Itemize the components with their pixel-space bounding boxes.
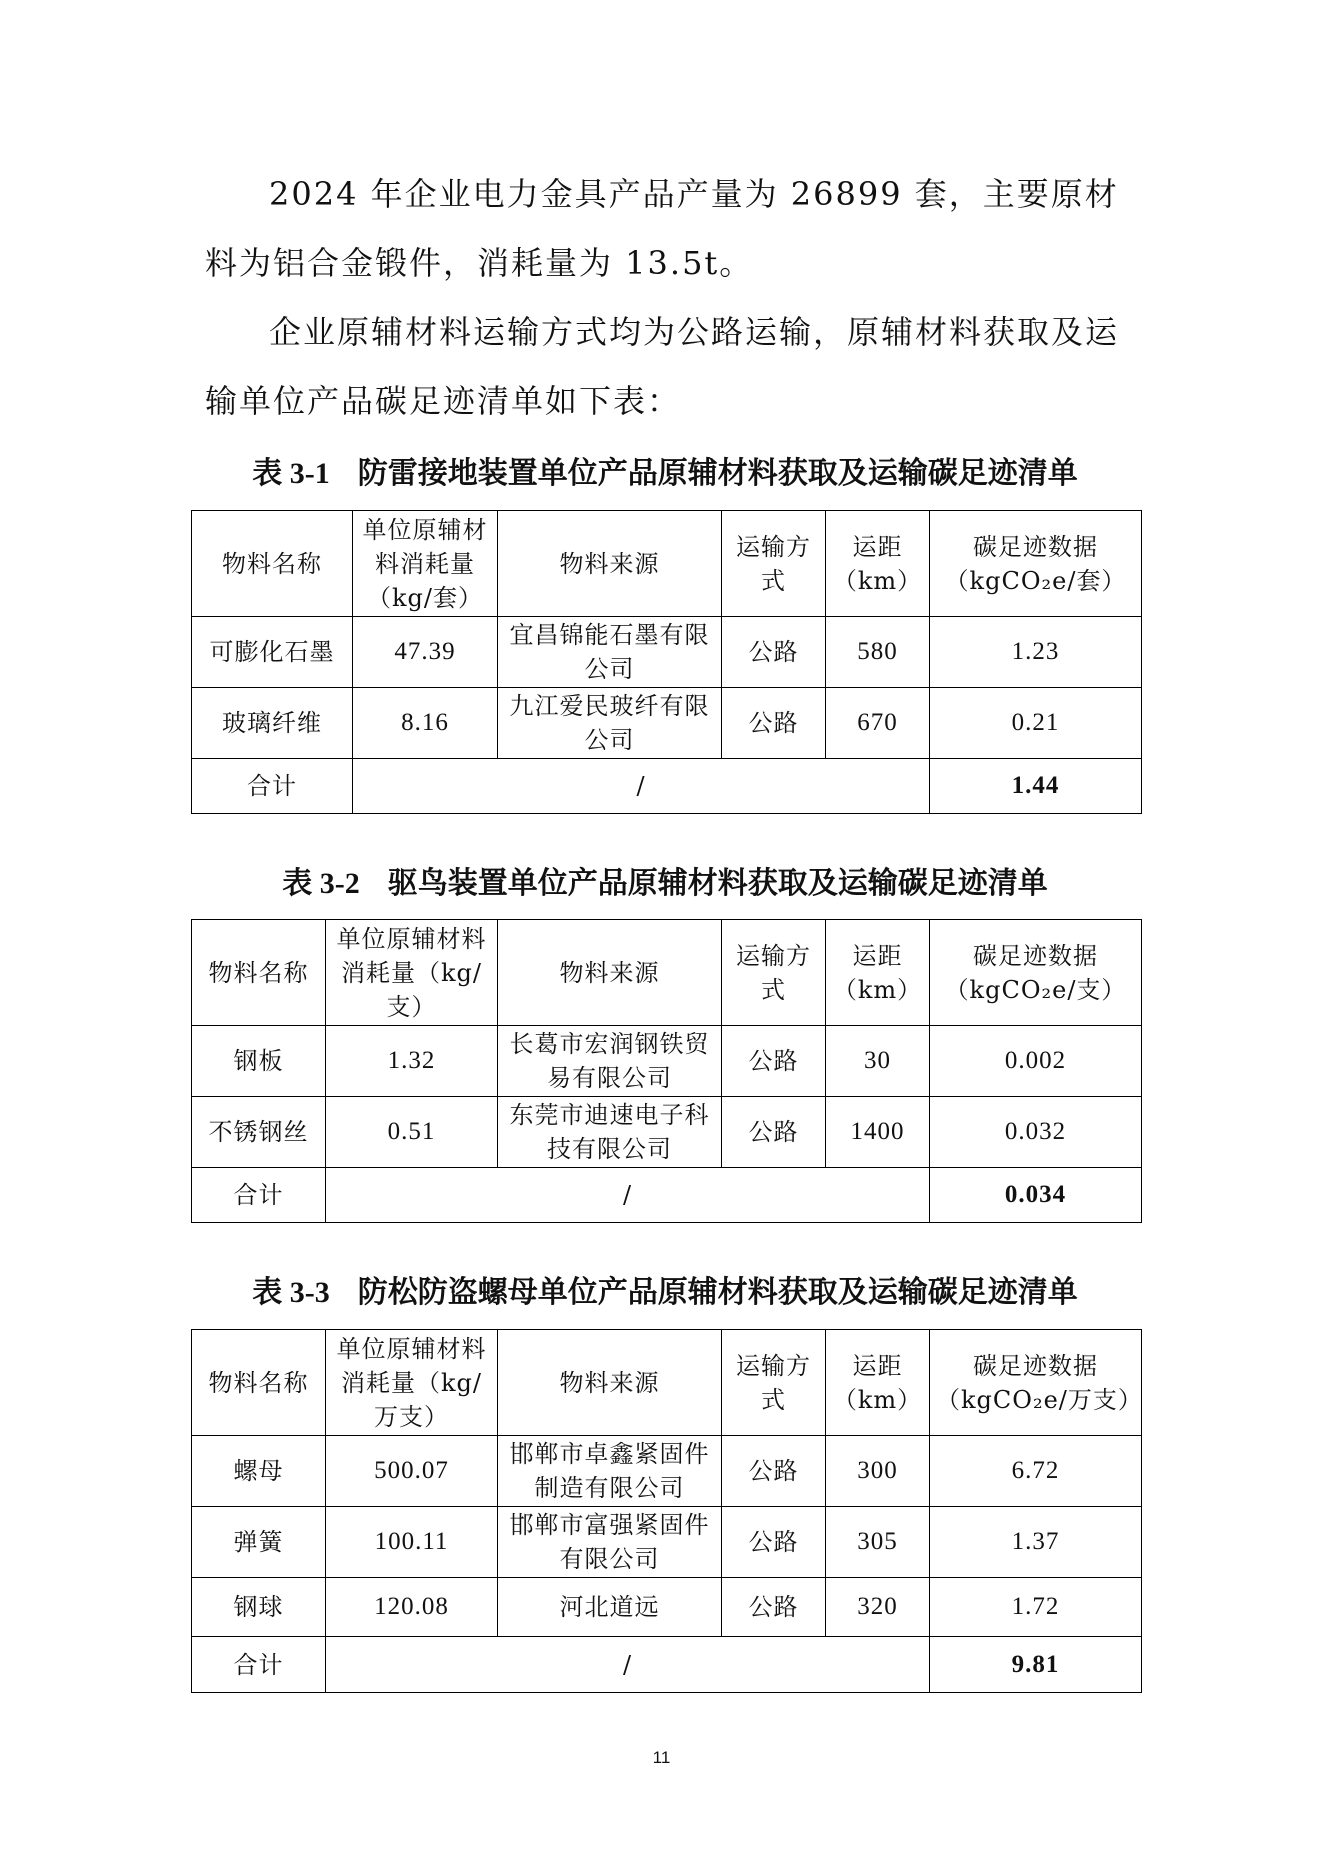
table-row	[192, 1578, 1142, 1637]
header-cell: 单位原辅材料消耗量（kg/万支）	[326, 1330, 498, 1436]
header-cell: 运输方式	[722, 511, 826, 617]
table-caption: 表 3-2 驱鸟装置单位产品原辅材料获取及运输碳足迹清单	[282, 866, 1048, 901]
table-row	[192, 1436, 1142, 1507]
header-cell: 物料名称	[192, 1330, 326, 1436]
table-row	[192, 1026, 1142, 1097]
intro-paragraph-2: 企业原辅材料运输方式均为公路运输，原辅材料获取及运输单位产品碳足迹清单如下表：	[205, 313, 1120, 420]
footprint: 1.37	[930, 1507, 1142, 1578]
transport: 公路	[722, 1026, 826, 1097]
table-header-row	[192, 511, 1142, 617]
header-cell: 运输方式	[722, 920, 826, 1026]
header-cell: 运距（km）	[826, 511, 930, 617]
source: 九江爱民玻纤有限公司	[498, 688, 722, 759]
distance: 670	[826, 688, 930, 759]
material-name: 弹簧	[192, 1507, 326, 1578]
header-cell: 单位原辅材料消耗量（kg/支）	[326, 920, 498, 1026]
material-name: 钢球	[192, 1578, 326, 1637]
intro-paragraph-1: 2024 年企业电力金具产品产量为 26899 套，主要原材料为铝合金锻件，消耗量为 13.5t。	[205, 175, 1119, 282]
distance: 320	[826, 1578, 930, 1637]
header-cell: 物料名称	[192, 511, 353, 617]
table-row	[192, 688, 1142, 759]
header-cell: 运输方式	[722, 1330, 826, 1436]
transport: 公路	[722, 1436, 826, 1507]
transport: 公路	[722, 1097, 826, 1168]
source: 河北道远	[498, 1578, 722, 1637]
header-cell: 碳足迹数据（kgCO₂e/万支）	[930, 1330, 1142, 1436]
table-header-row	[192, 920, 1142, 1026]
header-cell: 物料来源	[498, 511, 722, 617]
consumption: 1.32	[326, 1026, 498, 1097]
transport: 公路	[722, 617, 826, 688]
transport: 公路	[722, 688, 826, 759]
total-row	[192, 759, 1142, 814]
material-name: 螺母	[192, 1436, 326, 1507]
table-caption: 表 3-3 防松防盗螺母单位产品原辅材料获取及运输碳足迹清单	[252, 1275, 1078, 1310]
total-slash: /	[353, 759, 930, 814]
table-row	[192, 617, 1142, 688]
material-name: 钢板	[192, 1026, 326, 1097]
consumption: 100.11	[326, 1507, 498, 1578]
distance: 30	[826, 1026, 930, 1097]
total-slash: /	[326, 1637, 930, 1693]
total-label: 合计	[192, 1637, 326, 1693]
total-label: 合计	[192, 1168, 326, 1223]
source: 东莞市迪速电子科技有限公司	[498, 1097, 722, 1168]
footprint: 0.21	[930, 688, 1142, 759]
source: 长葛市宏润钢铁贸易有限公司	[498, 1026, 722, 1097]
transport: 公路	[722, 1578, 826, 1637]
distance: 300	[826, 1436, 930, 1507]
consumption: 0.51	[326, 1097, 498, 1168]
consumption: 120.08	[326, 1578, 498, 1637]
distance: 305	[826, 1507, 930, 1578]
header-cell: 碳足迹数据（kgCO₂e/套）	[930, 511, 1142, 617]
material-name: 玻璃纤维	[192, 688, 353, 759]
header-cell: 物料来源	[498, 920, 722, 1026]
table-caption: 表 3-1 防雷接地装置单位产品原辅材料获取及运输碳足迹清单	[252, 456, 1078, 491]
carbon-footprint-table	[191, 510, 1142, 814]
carbon-footprint-table	[191, 919, 1142, 1223]
source: 邯郸市富强紧固件有限公司	[498, 1507, 722, 1578]
total-value: 1.44	[930, 759, 1142, 814]
header-cell: 运距（km）	[826, 1330, 930, 1436]
header-cell: 碳足迹数据（kgCO₂e/支）	[930, 920, 1142, 1026]
header-cell: 单位原辅材料消耗量（kg/套）	[353, 511, 498, 617]
total-row	[192, 1637, 1142, 1693]
total-row	[192, 1168, 1142, 1223]
footprint: 0.002	[930, 1026, 1142, 1097]
header-cell: 物料来源	[498, 1330, 722, 1436]
consumption: 500.07	[326, 1436, 498, 1507]
consumption: 47.39	[353, 617, 498, 688]
page-number: 11	[652, 1748, 671, 1767]
total-value: 0.034	[930, 1168, 1142, 1223]
header-cell: 运距（km）	[826, 920, 930, 1026]
distance: 580	[826, 617, 930, 688]
header-cell: 物料名称	[192, 920, 326, 1026]
table-header-row	[192, 1330, 1142, 1436]
footprint: 6.72	[930, 1436, 1142, 1507]
distance: 1400	[826, 1097, 930, 1168]
material-name: 可膨化石墨	[192, 617, 353, 688]
consumption: 8.16	[353, 688, 498, 759]
footprint: 1.72	[930, 1578, 1142, 1637]
transport: 公路	[722, 1507, 826, 1578]
total-slash: /	[326, 1168, 930, 1223]
source: 宜昌锦能石墨有限公司	[498, 617, 722, 688]
table-row	[192, 1507, 1142, 1578]
footprint: 1.23	[930, 617, 1142, 688]
total-value: 9.81	[930, 1637, 1142, 1693]
source: 邯郸市卓鑫紧固件制造有限公司	[498, 1436, 722, 1507]
table-row	[192, 1097, 1142, 1168]
carbon-footprint-table	[191, 1329, 1142, 1693]
footprint: 0.032	[930, 1097, 1142, 1168]
material-name: 不锈钢丝	[192, 1097, 326, 1168]
total-label: 合计	[192, 759, 353, 814]
